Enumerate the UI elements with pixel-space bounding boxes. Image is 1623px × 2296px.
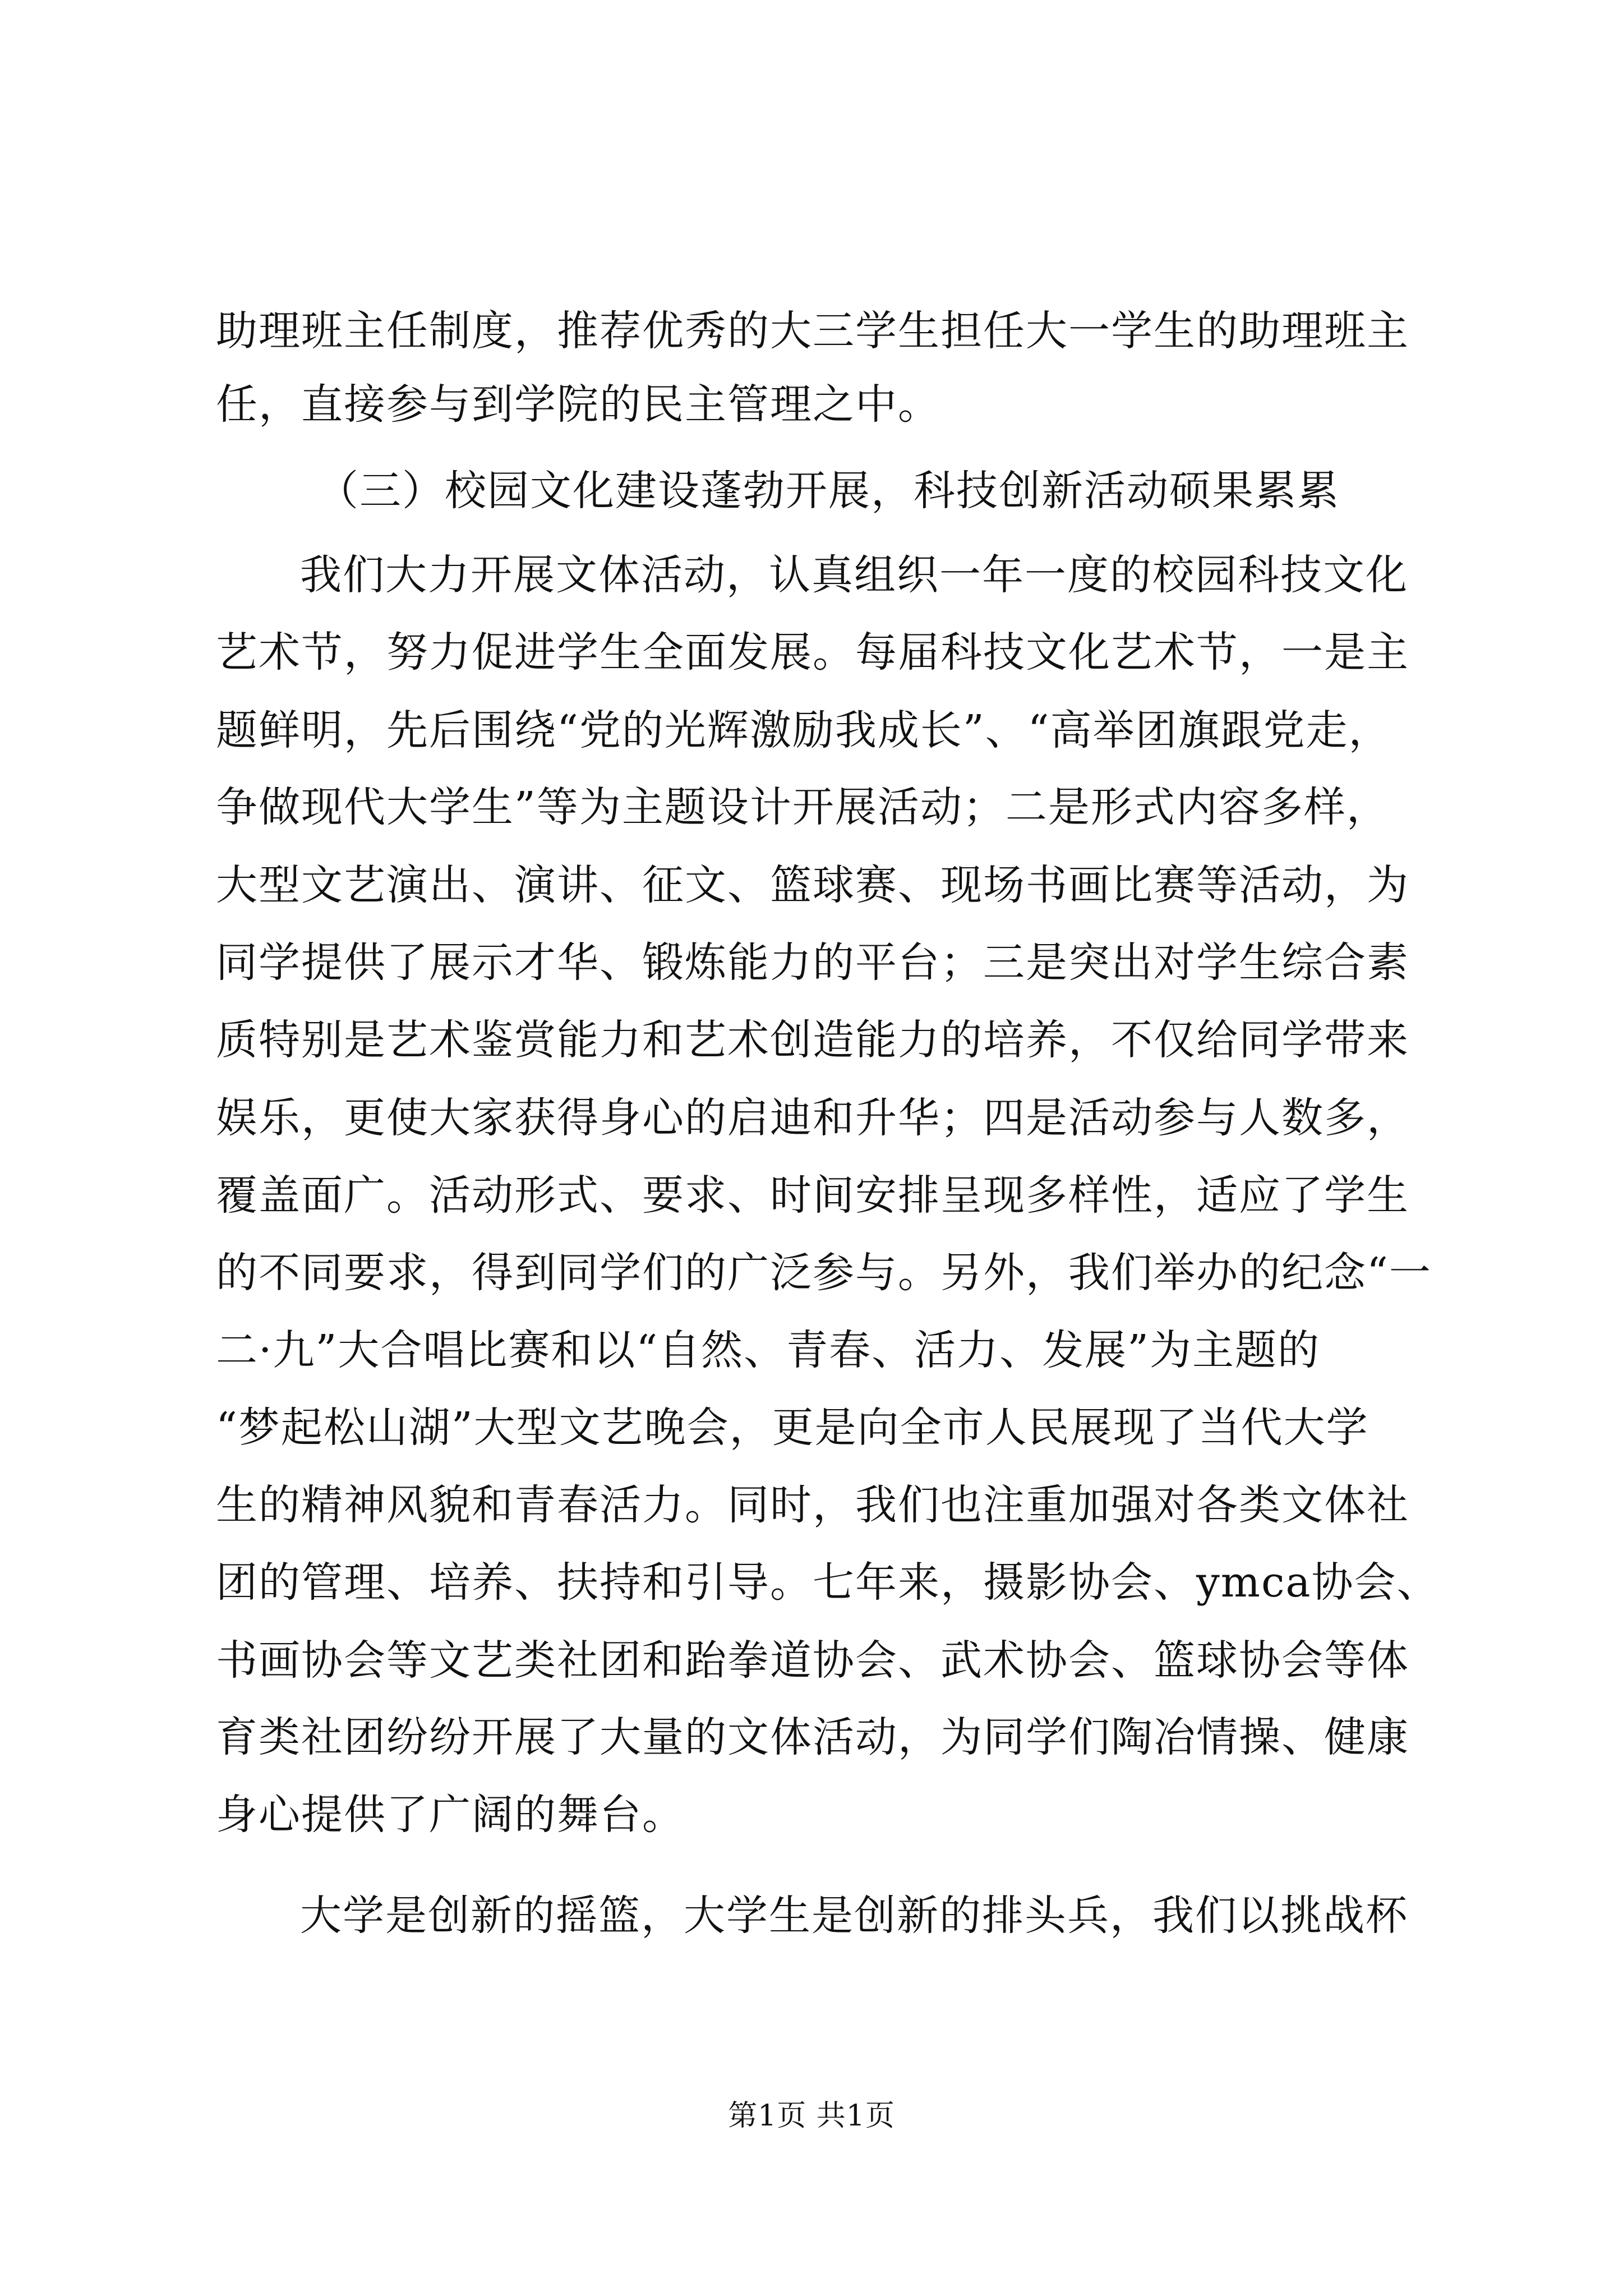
body-text-line: 大型文艺演出、演讲、征文、篮球赛、现场书画比赛等活动，为 bbox=[216, 861, 1409, 909]
body-text-line: 团的管理、培养、扶持和引导。七年来，摄影协会、ymca协会、 bbox=[216, 1558, 1440, 1607]
body-text-line: “梦起松山湖”大型文艺晚会，更是向全市人民展现了当代大学 bbox=[216, 1404, 1369, 1452]
body-text-line: 艺术节，努力促进学生全面发展。每届科技文化艺术节，一是主 bbox=[216, 628, 1409, 677]
body-text-line: 覆盖面广。活动形式、要求、时间安排呈现多样性，适应了学生 bbox=[216, 1171, 1409, 1220]
body-text-line: 书画协会等文艺类社团和跆拳道协会、武术协会、篮球协会等体 bbox=[216, 1636, 1409, 1685]
body-text-line: 身心提供了广阔的舞台。 bbox=[216, 1791, 685, 1839]
body-text-line: 生的精神风貌和青春活力。同时，我们也注重加强对各类文体社 bbox=[216, 1481, 1409, 1529]
body-text-line: 争做现代大学生”等为主题设计开展活动；二是形式内容多样， bbox=[216, 783, 1389, 831]
body-text-line: 同学提供了展示才华、锻炼能力的平台；三是突出对学生综合素 bbox=[216, 938, 1409, 987]
body-text-line: 质特别是艺术鉴赏能力和艺术创造能力的培养，不仅给同学带来 bbox=[216, 1016, 1409, 1064]
body-text-line: 育类社团纷纷开展了大量的文体活动，为同学们陶冶情操、健康 bbox=[216, 1713, 1409, 1761]
page-footer: 第1页 共1页 bbox=[728, 2099, 895, 2133]
body-text-line: 娱乐，更使大家获得身心的启迪和升华；四是活动参与人数多， bbox=[216, 1094, 1409, 1142]
body-text-line: 二·九”大合唱比赛和以“自然、青春、活力、发展”为主题的 bbox=[216, 1326, 1321, 1374]
body-text-line: 我们大力开展文体活动，认真组织一年一度的校园科技文化 bbox=[300, 551, 1408, 599]
body-text-line: 题鲜明，先后围绕“党的光辉激励我成长”、“高举团旗跟党走， bbox=[216, 706, 1391, 754]
section-heading: （三）校园文化建设蓬勃开展，科技创新活动硕果累累 bbox=[317, 467, 1340, 515]
body-text-line: 大学是创新的摇篮，大学生是创新的排头兵，我们以挑战杯 bbox=[300, 1892, 1408, 1940]
body-text-line: 助理班主任制度，推荐优秀的大三学生担任大一学生的助理班主 bbox=[216, 307, 1409, 355]
body-text-line: 任，直接参与到学院的民主管理之中。 bbox=[216, 380, 940, 429]
body-text-line: 的不同要求，得到同学们的广泛参与。另外，我们举办的纪念“一 bbox=[216, 1249, 1432, 1297]
